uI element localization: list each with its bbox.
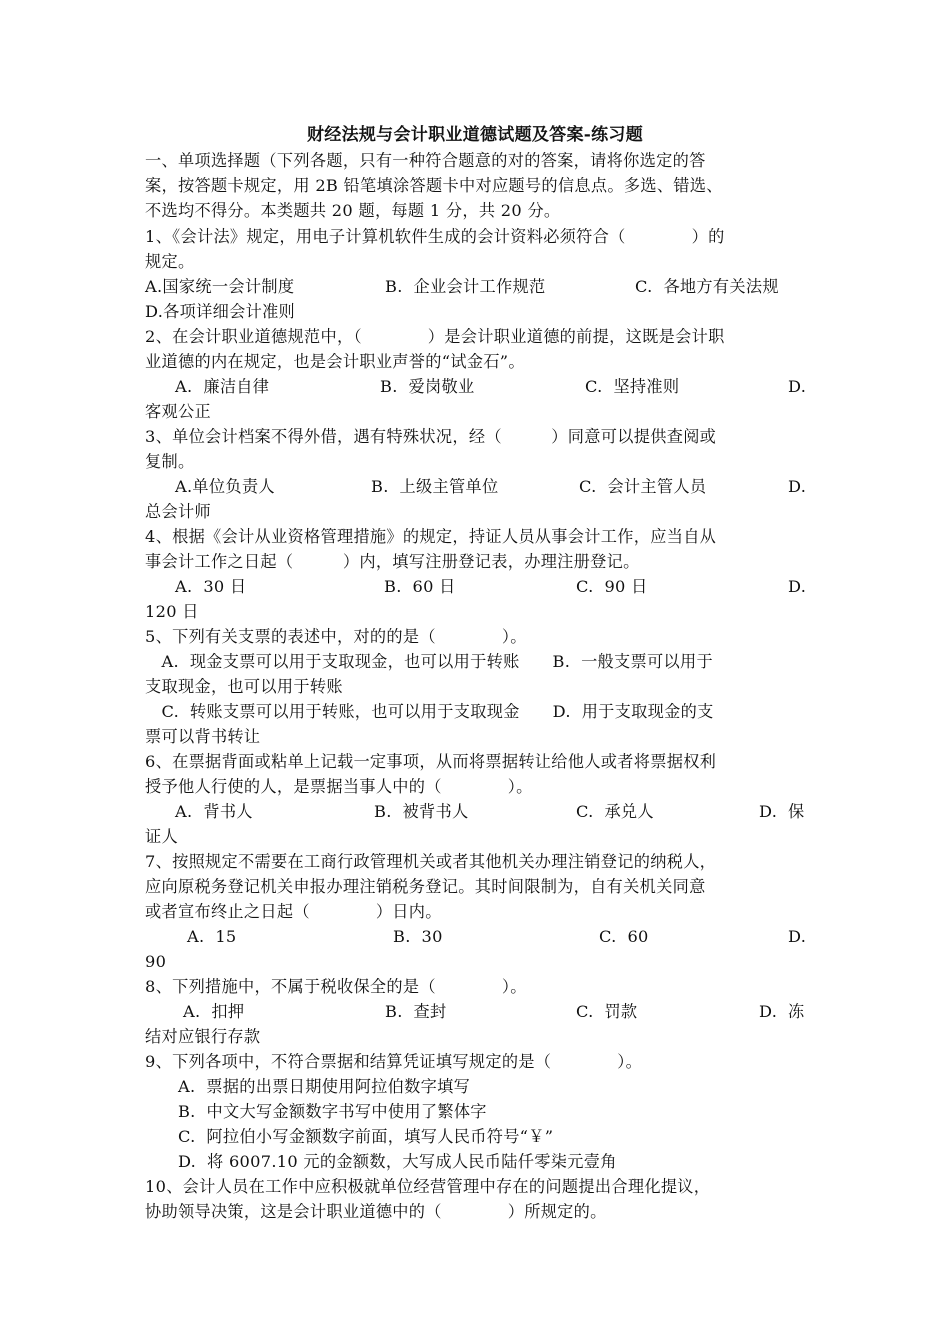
question-6-options xyxy=(145,799,810,824)
option-b: B. 30 xyxy=(393,927,443,946)
question-1-stem: 规定。 xyxy=(145,252,195,271)
option-b: B. 上级主管单位 xyxy=(371,477,499,496)
question-3-stem: 3、单位会计档案不得外借，遇有特殊状况，经（ ）同意可以提供查阅或 xyxy=(145,427,717,446)
question-4-options xyxy=(145,574,810,599)
question-5-stem: 5、下列有关支票的表述中，对的的是（ ）。 xyxy=(145,627,527,646)
option-d-text: 客观公正 xyxy=(145,402,211,421)
question-4-stem: 事会计工作之日起（ ）内，填写注册登记表，办理注册登记。 xyxy=(145,552,640,571)
question-7-stem: 或者宣布终止之日起（ ）日内。 xyxy=(145,902,442,921)
question-2-stem: 业道德的内在规定，也是会计职业声誉的“试金石”。 xyxy=(145,352,525,371)
option-d: D. xyxy=(788,927,807,946)
question-4-stem: 4、根据《会计从业资格管理措施》的规定，持证人员从事会计工作，应当自从 xyxy=(145,527,717,546)
section-intro-line: 一、单项选择题（下列各题，只有一种符合题意的对的答案，请将你选定的答 xyxy=(145,151,706,170)
question-9-stem: 9、下列各项中，不符合票据和结算凭证填写规定的是（ ）。 xyxy=(145,1052,643,1071)
option-d: D. 冻 xyxy=(759,1002,805,1021)
option-d: D. xyxy=(788,477,807,496)
question-5-option-line: A. 现金支票可以用于支取现金，也可以用于转账 B. 一般支票可以用于 xyxy=(145,652,713,671)
question-5-option-line: 票可以背书转让 xyxy=(145,727,261,746)
option-d-text: 120 日 xyxy=(145,602,199,621)
page-title: 财经法规与会计职业道德试题及答案-练习题 xyxy=(306,125,644,145)
option-b: B. 爱岗敬业 xyxy=(380,377,475,396)
question-7-stem: 7、按照规定不需要在工商行政管理机关或者其他机关办理注销登记的纳税人， xyxy=(145,852,717,871)
question-5-option-line: C. 转账支票可以用于转账，也可以用于支取现金 D. 用于支取现金的支 xyxy=(145,702,714,721)
question-8-stem: 8、下列措施中，不属于税收保全的是（ ）。 xyxy=(145,977,527,996)
option-c: C. 90 日 xyxy=(576,577,648,596)
option-c: C. 会计主管人员 xyxy=(579,477,707,496)
question-10-stem: 10、会计人员在工作中应积极就单位经营管理中存在的问题提出合理化提议， xyxy=(145,1177,711,1196)
question-9-option-d: D. 将 6007.10 元的金额数，大写成人民币陆仟零柒元壹角 xyxy=(145,1152,617,1171)
question-9-option-c: C. 阿拉伯小写金额数字前面，填写人民币符号“￥” xyxy=(145,1127,554,1146)
option-c: C. 60 xyxy=(599,927,649,946)
option-b: B. 查封 xyxy=(385,1002,447,1021)
option-d: D. xyxy=(788,377,807,396)
question-2-stem: 2、在会计职业道德规范中，（ ）是会计职业道德的前提，这既是会计职 xyxy=(145,327,725,346)
question-1-stem: 1、《会计法》规定，用电子计算机软件生成的会计资料必须符合（ ）的 xyxy=(145,227,725,246)
option-a: A. 廉洁自律 xyxy=(175,377,270,396)
option-a: A.国家统一会计制度 xyxy=(145,277,295,296)
option-d-text: 结对应银行存款 xyxy=(145,1027,261,1046)
option-c: C. 罚款 xyxy=(576,1002,638,1021)
option-a: A. 扣押 xyxy=(183,1002,245,1021)
question-6-stem: 授予他人行使的人，是票据当事人中的（ ）。 xyxy=(145,777,533,796)
option-d-text: 证人 xyxy=(145,827,178,846)
question-2-options xyxy=(145,374,810,399)
question-9-option-a: A. 票据的出票日期使用阿拉伯数字填写 xyxy=(145,1077,471,1096)
option-d: D. 保 xyxy=(759,802,805,821)
section-intro-line: 不选均不得分。本类题共 20 题，每题 1 分，共 20 分。 xyxy=(145,201,561,220)
option-d-text: 总会计师 xyxy=(145,502,211,521)
option-b: B. 被背书人 xyxy=(374,802,469,821)
option-c: C. 承兑人 xyxy=(576,802,654,821)
question-8-options xyxy=(145,999,810,1024)
question-3-stem: 复制。 xyxy=(145,452,195,471)
option-a: A. 30 日 xyxy=(175,577,247,596)
question-7-options xyxy=(145,924,810,949)
option-a: A.单位负责人 xyxy=(175,477,275,496)
question-5-option-line: 支取现金，也可以用于转账 xyxy=(145,677,343,696)
question-9-option-b: B. 中文大写金额数字书写中使用了繁体字 xyxy=(145,1102,487,1121)
option-d-text: 90 xyxy=(145,952,167,971)
option-d: D.各项详细会计准则 xyxy=(145,302,296,321)
option-d: D. xyxy=(788,577,807,596)
question-7-stem: 应向原税务登记机关申报办理注销税务登记。其时间限制为，自有关机关同意 xyxy=(145,877,706,896)
section-intro-line: 案，按答题卡规定，用 2B 铅笔填涂答题卡中对应题号的信息点。多选、错选、 xyxy=(145,176,723,195)
option-b: B. 企业会计工作规范 xyxy=(385,277,546,296)
option-c: C. 各地方有关法规 xyxy=(635,277,779,296)
option-a: A. 15 xyxy=(187,927,237,946)
option-c: C. 坚持准则 xyxy=(585,377,680,396)
option-b: B. 60 日 xyxy=(384,577,456,596)
question-10-stem: 协助领导决策，这是会计职业道德中的（ ）所规定的。 xyxy=(145,1202,607,1221)
question-6-stem: 6、在票据背面或粘单上记载一定事项，从而将票据转让给他人或者将票据权利 xyxy=(145,752,717,771)
option-a: A. 背书人 xyxy=(175,802,253,821)
question-3-options xyxy=(145,474,810,499)
question-1-options xyxy=(145,274,810,299)
